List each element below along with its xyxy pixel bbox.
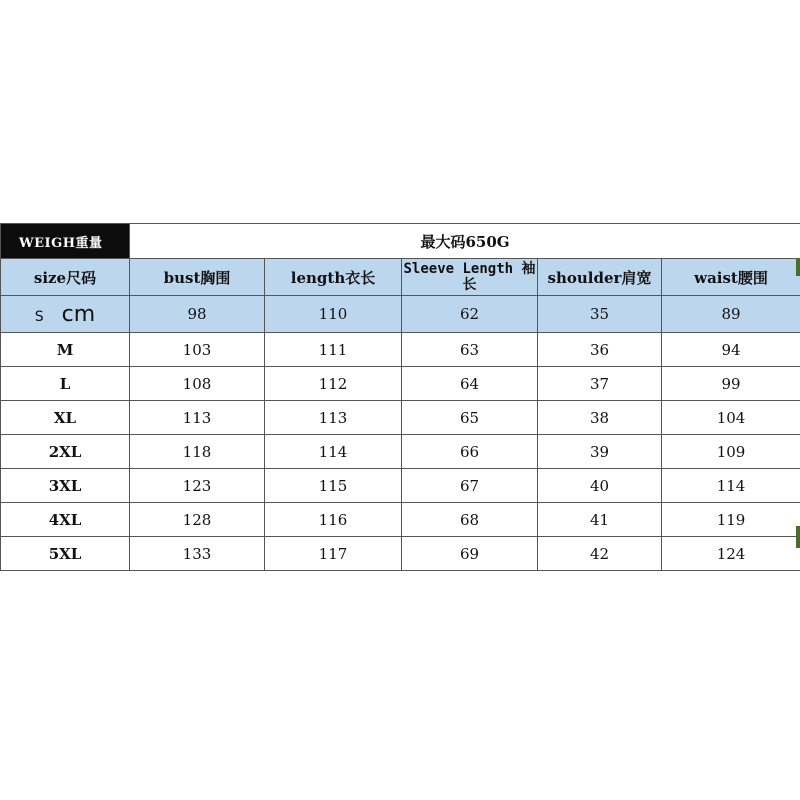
weight-label: WEIGH重量 (1, 224, 130, 259)
length-cell: 114 (265, 435, 402, 469)
shoulder-cell: 38 (538, 401, 662, 435)
size-table (0, 223, 800, 571)
sleeve-cell: 68 (402, 503, 538, 537)
waist-cell: 99 (662, 367, 800, 401)
sleeve-cell: 63 (402, 333, 538, 367)
shoulder-cell: 37 (538, 367, 662, 401)
bust-cell: 103 (130, 333, 265, 367)
table-row (1, 333, 800, 367)
length-cell: 112 (265, 367, 402, 401)
waist-cell: 94 (662, 333, 800, 367)
sleeve-cell: 64 (402, 367, 538, 401)
header-waist: waist腰围 (662, 259, 800, 296)
header-shoulder: shoulder肩宽 (538, 259, 662, 296)
sleeve-cell: 62 (402, 296, 538, 333)
table-row (1, 296, 800, 333)
bust-cell: 113 (130, 401, 265, 435)
shoulder-cell: 39 (538, 435, 662, 469)
shoulder-cell: 41 (538, 503, 662, 537)
waist-cell: 119 (662, 503, 800, 537)
shoulder-cell: 40 (538, 469, 662, 503)
size-cell: XL (1, 401, 130, 435)
weight-value: 最大码650G (130, 224, 800, 259)
size-cell: M (1, 333, 130, 367)
size-cell: 3XL (1, 469, 130, 503)
length-cell: 113 (265, 401, 402, 435)
bust-cell: 118 (130, 435, 265, 469)
edge-decoration (796, 526, 800, 548)
unit-label: cm (61, 301, 96, 327)
bust-cell: 133 (130, 537, 265, 571)
table-row (1, 401, 800, 435)
sleeve-cell: 66 (402, 435, 538, 469)
waist-cell: 114 (662, 469, 800, 503)
shoulder-cell: 35 (538, 296, 662, 333)
header-row (1, 259, 800, 296)
length-cell: 111 (265, 333, 402, 367)
length-cell: 115 (265, 469, 402, 503)
header-sleeve-length: Sleeve Length 袖长 (402, 259, 538, 296)
shoulder-cell: 36 (538, 333, 662, 367)
table-row (1, 503, 800, 537)
header-length: length衣长 (265, 259, 402, 296)
size-cell (1, 296, 130, 333)
edge-decoration (796, 258, 800, 276)
length-cell: 116 (265, 503, 402, 537)
sleeve-cell: 67 (402, 469, 538, 503)
sleeve-cell: 65 (402, 401, 538, 435)
table-row (1, 435, 800, 469)
shoulder-cell: 42 (538, 537, 662, 571)
waist-cell: 109 (662, 435, 800, 469)
waist-cell: 89 (662, 296, 800, 333)
size-cell: L (1, 367, 130, 401)
size-cell: 2XL (1, 435, 130, 469)
bust-cell: 128 (130, 503, 265, 537)
bust-cell: 123 (130, 469, 265, 503)
size-cell: 5XL (1, 537, 130, 571)
waist-cell: 124 (662, 537, 800, 571)
sleeve-cell: 69 (402, 537, 538, 571)
length-cell: 110 (265, 296, 402, 333)
waist-cell: 104 (662, 401, 800, 435)
table-row (1, 367, 800, 401)
size-chart (0, 223, 800, 579)
size-cell: 4XL (1, 503, 130, 537)
table-row (1, 469, 800, 503)
length-cell: 117 (265, 537, 402, 571)
header-size: size尺码 (1, 259, 130, 296)
table-row (1, 537, 800, 571)
weight-row (1, 224, 800, 259)
header-bust: bust胸围 (130, 259, 265, 296)
size-label: S (34, 308, 44, 325)
bust-cell: 108 (130, 367, 265, 401)
bust-cell: 98 (130, 296, 265, 333)
